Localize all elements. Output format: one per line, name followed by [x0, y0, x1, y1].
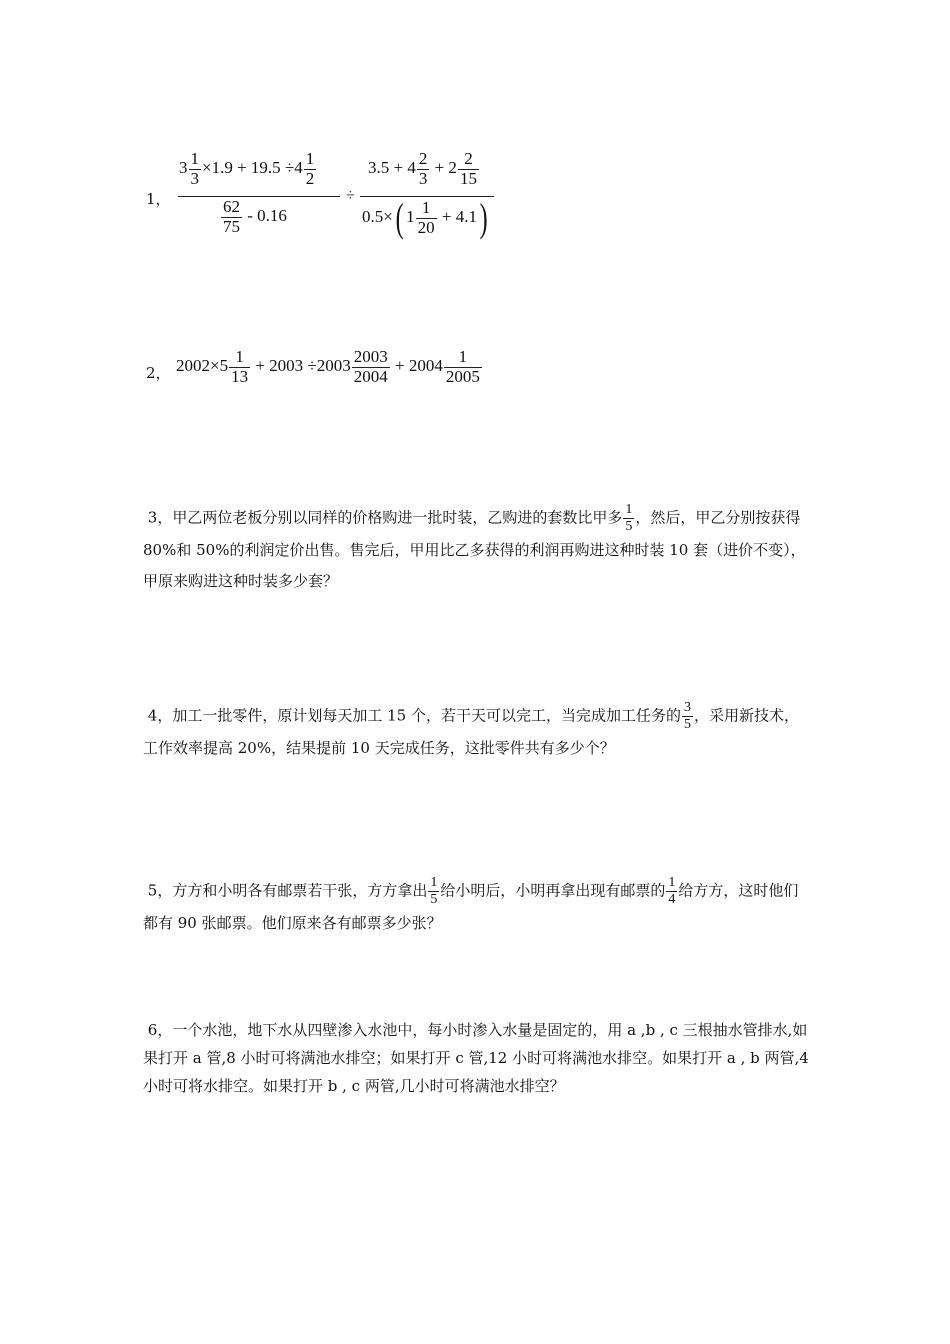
problem-6: 6，一个水池，地下水从四壁渗入水池中，每小时渗入水量是固定的，用 a ,b , c 三根抽水管排水,如果打开 a 管,8 小时可将满池水排空；如果打开 c 管,12 小时可将满池水排空。如果打开 a , b 两管,4 小时可将水排空。如果打开 b , c 两管,几小时可将满池水排空？ — [143, 1021, 809, 1095]
fraction: $\frac{3}{5}$ — [683, 700, 691, 733]
problem-number: 1， — [146, 190, 171, 208]
fraction: $\frac{1}{3}$ — [190, 149, 199, 188]
left-fraction-bar — [178, 196, 340, 197]
fraction: $\frac{1}{13}$ — [231, 347, 249, 386]
fraction: $\frac{1}{5}$ — [625, 502, 633, 535]
fraction: $\frac{62}{75}$ — [223, 197, 240, 236]
fraction: $\frac{2}{3}$ — [418, 149, 428, 188]
fraction: $\frac{1}{20}$ — [417, 197, 435, 237]
problem-5: 5，方方和小明各有邮票若干张，方方拿出 $\frac{1}{5}$ 给小明后，小明再拿出现有邮票的 $\frac{1}{4}$ 给方方，这时他们都有 90 张邮票。他们原来各有邮票多少张？ — [143, 875, 799, 933]
problem-2 — [146, 348, 566, 398]
fraction: $\frac{1}{5}$ — [430, 875, 438, 908]
problem-4: 4，加工一批零件，原计划每天加工 15 个，若干天可以完工，当完成加工任务的 $\frac{3}{5}$ ，采用新技术，工作效率提高 20%，结果提前 10 天完成任务，这批零件共有多少个？ — [143, 700, 799, 758]
problem-3: 3，甲乙两位老板分别以同样的价格购进一批时装，乙购进的套数比甲多 $\frac{1}{5}$ ，然后，甲乙分别按获得 80%和 50%的利润定价出售。售完后，甲用比乙多获得的利润再购进这种时装 10 套（进价不变），甲原来购进这种时装多少套？ — [143, 502, 806, 591]
fraction: $\frac{2003}{2004}$ — [353, 347, 388, 386]
right-denominator: 0.5×( 1 $\frac{1}{20}$ + 4.1) — [362, 195, 488, 240]
fraction: $\frac{1}{2005}$ — [445, 347, 480, 386]
divide-sign: ÷ — [346, 187, 355, 204]
left-numerator: 3 $\frac{1}{3}$ ×1.9 + 19.5 ÷4 $\frac{1}{2}$ — [179, 149, 315, 188]
right-numerator: 3.5 + 4 $\frac{2}{3}$ + 2 $\frac{2}{15}$ — [368, 149, 477, 188]
expression: 2002×5 $\frac{1}{13}$ + 2003 ÷2003 $\frac{2003}{2004}$ + 2004 $\frac{1}{2005}$ — [176, 347, 480, 386]
fraction: $\frac{1}{2}$ — [305, 149, 315, 188]
problem-number: 2， — [146, 364, 171, 382]
left-denominator: $\frac{62}{75}$ - 0.16 — [223, 197, 287, 236]
right-fraction-bar — [360, 196, 494, 197]
problem-1 — [146, 148, 546, 248]
fraction: $\frac{2}{15}$ — [459, 149, 477, 188]
fraction: $\frac{1}{4}$ — [668, 875, 676, 908]
